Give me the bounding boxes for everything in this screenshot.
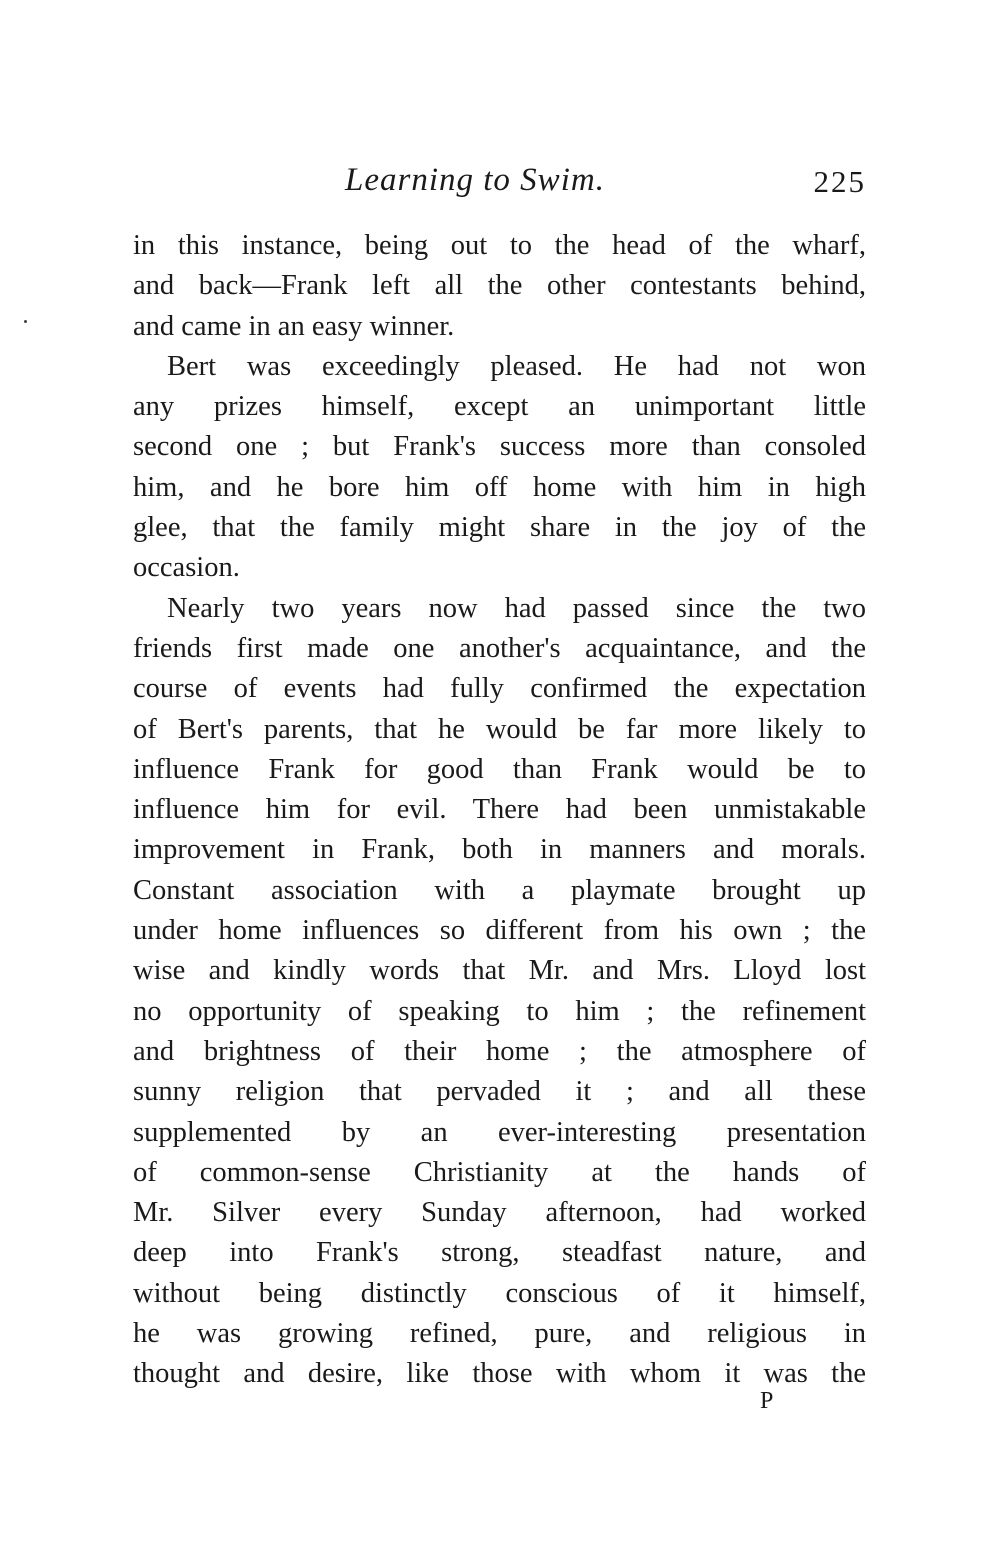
text-line: of Bert's parents, that he would be far more likely to bbox=[133, 713, 866, 745]
text-line: Mr. Silver every Sunday afternoon, had worked bbox=[133, 1197, 866, 1229]
text-line: influence Frank for good than Frank would be to bbox=[133, 753, 866, 785]
signature-mark: P bbox=[760, 1388, 774, 1414]
text-line: supplemented by an ever-interesting presentation bbox=[133, 1116, 866, 1148]
body-text bbox=[133, 226, 866, 1395]
text-line: second one ; but Frank's success more than consoled bbox=[133, 431, 866, 463]
text-line: course of events had fully confirmed the expectation bbox=[133, 673, 866, 705]
text-line: occasion. bbox=[133, 552, 240, 584]
running-head bbox=[133, 162, 866, 206]
text-line: under home influences so different from his own ; the bbox=[133, 915, 866, 947]
text-line: him, and he bore him off home with him in high bbox=[133, 471, 866, 503]
text-line: in this instance, being out to the head of the wharf, bbox=[133, 230, 866, 261]
text-line: improvement in Frank, both in manners and morals. bbox=[133, 834, 866, 866]
text-line: Constant association with a playmate brought up bbox=[133, 874, 866, 906]
text-line: no opportunity of speaking to him ; the refinement bbox=[133, 995, 866, 1027]
running-title: Learning to Swim. bbox=[345, 162, 605, 198]
text-line: and brightness of their home ; the atmosphere of bbox=[133, 1035, 866, 1067]
text-line: Bert was exceedingly pleased. He had not won bbox=[167, 350, 866, 382]
text-line: any prizes himself, except an unimportant little bbox=[133, 391, 866, 423]
text-line: influence him for evil. There had been unmistakable bbox=[133, 794, 866, 826]
text-line: Nearly two years now had passed since the two bbox=[167, 592, 866, 624]
text-line: he was growing refined, pure, and religious in bbox=[133, 1318, 866, 1350]
text-line: and back—Frank left all the other contestants behind, bbox=[133, 270, 866, 302]
text-line: wise and kindly words that Mr. and Mrs. Lloyd lost bbox=[133, 955, 866, 987]
text-line: deep into Frank's strong, steadfast nature, and bbox=[133, 1237, 866, 1269]
text-line: of common-sense Christianity at the hands of bbox=[133, 1156, 866, 1188]
text-line: sunny religion that pervaded it ; and all these bbox=[133, 1076, 866, 1108]
text-line: without being distinctly conscious of it himself, bbox=[133, 1277, 866, 1309]
page-number: 225 bbox=[813, 164, 866, 199]
text-line: friends first made one another's acquaintance, and the bbox=[133, 632, 866, 664]
print-speck bbox=[24, 320, 27, 323]
text-line: and came in an easy winner. bbox=[133, 310, 455, 342]
text-line: thought and desire, like those with whom it was the bbox=[133, 1358, 866, 1390]
text-line: glee, that the family might share in the joy of the bbox=[133, 512, 866, 544]
